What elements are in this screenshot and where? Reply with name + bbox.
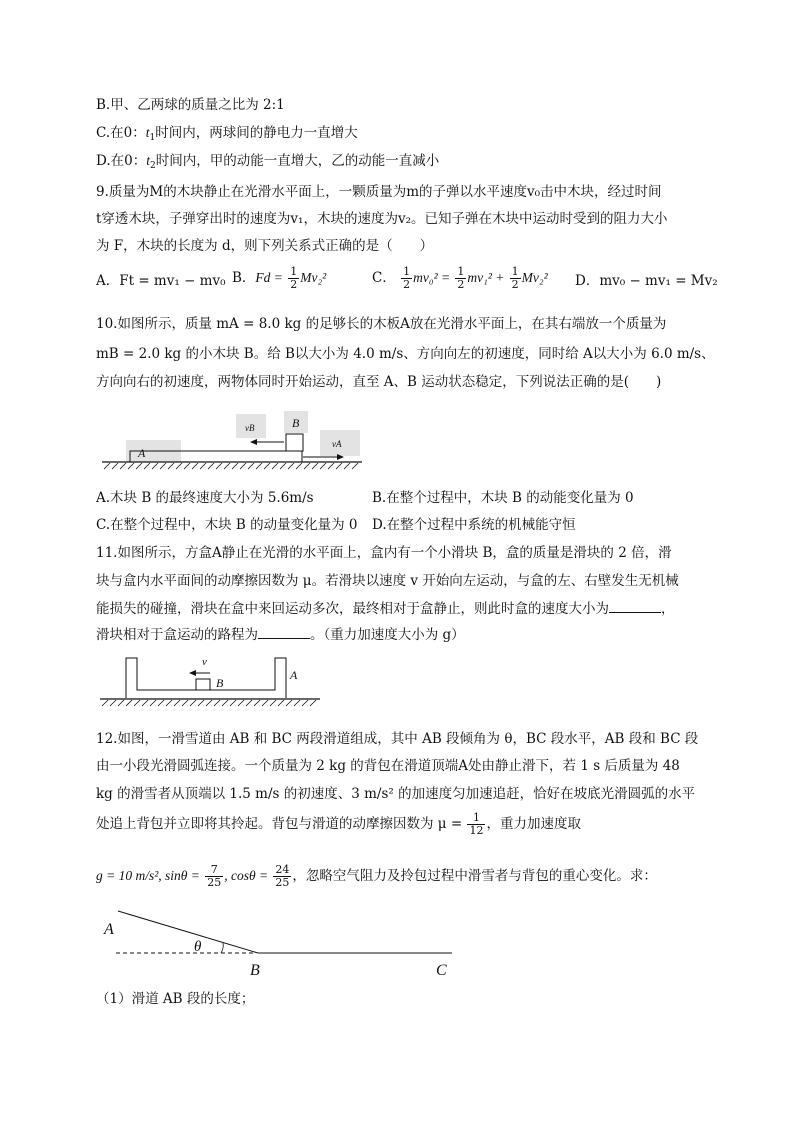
q10-block-b bbox=[286, 434, 303, 451]
q12-stem-line2: 由一小段光滑圆弧连接。一个质量为 2 kg 的背包在滑道顶端A处由静止滑下，若 1 s 后质量为 48 bbox=[96, 758, 680, 774]
q11-label-a: A bbox=[290, 668, 298, 682]
q12-stem-line3: kg 的滑雪者从顶端以 1.5 m/s 的初速度、3 m/s² 的加速度匀加速追赶，恰好在坡底光滑圆弧的水平 bbox=[96, 786, 696, 802]
q10-label-va: vA bbox=[332, 439, 342, 449]
q11-label-b: B bbox=[216, 676, 224, 690]
q10-option-a: A.木块 B 的最终速度大小为 5.6m/s bbox=[96, 490, 314, 506]
q12-stem-line5: g = 10 m/s², sinθ = $\frac{7}{25}$ , cosθ = $\frac{24}{25}$ ，忽略空气阻力及拎包过程中滑雪者与背包的重心变化。求： bbox=[96, 863, 657, 889]
q11-stem-line2: 块与盒内水平面间的动摩擦因数为 μ。若滑块以速度 v 开始向左运动，与盒的左、右壁发生无机械 bbox=[96, 573, 679, 589]
q10-label-a: A bbox=[138, 446, 146, 460]
q10-figure bbox=[96, 405, 366, 480]
q10-option-d: D.在整个过程中系统的机械能守恒 bbox=[372, 517, 576, 533]
q10-stem-line2: mB = 2.0 kg 的小木块 B。给 B以大小为 4.0 m/s、方向向左的初速度，同时给 A以大小为 6.0 m/s、 bbox=[96, 346, 715, 362]
q11-block-b bbox=[196, 679, 210, 690]
q8-option-d: D.在0：$t_2$时间内，甲的动能一直增大，乙的动能一直减小 bbox=[96, 153, 440, 171]
q10-stem-line1: 10.如图所示，质量 mA = 8.0 kg 的足够长的木板A放在光滑水平面上，在其右端放一个质量为 bbox=[96, 316, 667, 332]
q12-label-c: C bbox=[436, 962, 447, 979]
q12-stem-line4: 处追上背包并立即将其拎起。背包与滑道的动摩擦因数为 μ = $\frac{1}{12}$ ，重力加速度取 bbox=[96, 811, 581, 837]
q10-option-b: B.在整个过程中，木块 B 的动能变化量为 0 bbox=[372, 490, 634, 506]
q9-stem-line1: 9.质量为M的木块静止在光滑水平面上，一颗质量为m的子弹以水平速度v₀击中木块，经过时间 bbox=[96, 184, 662, 200]
q9-stem-line2: t穿透木块，子弹穿出时的速度为v₁，木块的速度为v₂。已知子弹在木块中运动时受到的阻力大小 bbox=[96, 211, 668, 227]
q11-arrow-v-icon bbox=[189, 670, 210, 676]
q10-arrow-vb-icon bbox=[250, 439, 284, 445]
q8-option-c: C.在0：$t_1$时间内，两球间的静电力一直增大 bbox=[96, 125, 358, 143]
q10-option-c: C.在整个过程中，木块 B 的动量变化量为 0 bbox=[96, 517, 358, 533]
q11-figure bbox=[96, 652, 326, 718]
q9-option-c: C． $\frac{1}{2}$ mv₀² = $\frac{1}{2}$ mv₁² + $\frac{1}{2}$ Mv₂² bbox=[372, 265, 548, 291]
q11-stem-line3: 能损失的碰撞，滑块在盒中来回运动多次，最终相对于盒静止，则此时盒的速度大小为 ， bbox=[96, 601, 675, 617]
q9-option-a: A．Ft = mv₁ − mv₀ bbox=[96, 273, 226, 289]
q9-option-b: B．Fd = $\frac{1}{2}$ Mv₂² bbox=[232, 265, 327, 291]
q12-label-b: B bbox=[250, 962, 260, 979]
q11-answer-blank-1 bbox=[609, 600, 661, 613]
q10-stem-line3: 方向向右的初速度，两物体同时开始运动，直至 A、B 运动状态稳定，下列说法正确的是( ) bbox=[96, 374, 662, 390]
q12-subquestion-1: （1）滑道 AB 段的长度； bbox=[96, 991, 255, 1007]
q11-stem-line1: 11.如图所示，方盒A静止在光滑的水平面上，盒内有一个小滑块 B，盒的质量是滑块的 2 倍，滑 bbox=[96, 545, 672, 561]
q11-ground-hatch bbox=[102, 700, 316, 706]
q9-option-d: D．mv₀ − mv₁ = Mv₂ bbox=[575, 273, 718, 289]
q9-stem-line3: 为 F，木块的长度为 d，则下列关系式正确的是（ ） bbox=[96, 238, 434, 254]
q11-answer-blank-2 bbox=[258, 626, 310, 639]
q8-option-b: B.甲、乙两球的质量之比为 2:1 bbox=[96, 97, 285, 113]
q10-label-vb: vB bbox=[245, 423, 255, 433]
q12-label-a: A bbox=[104, 921, 114, 938]
q12-figure bbox=[96, 905, 466, 980]
q11-label-v: v bbox=[202, 656, 207, 668]
q10-ground-hatch bbox=[104, 463, 358, 469]
q12-angle-arc bbox=[221, 943, 223, 953]
q10-label-b: B bbox=[292, 416, 300, 430]
q12-slope-ab bbox=[118, 911, 258, 953]
q12-label-theta: θ bbox=[194, 939, 202, 955]
q12-stem-line1: 12.如图，一滑雪道由 AB 和 BC 两段滑道组成，其中 AB 段倾角为 θ，BC 段水平，AB 段和 BC 段 bbox=[96, 731, 699, 747]
q11-stem-line4: 滑块相对于盒运动的路程为 。（重力加速度大小为 g） bbox=[96, 627, 465, 643]
